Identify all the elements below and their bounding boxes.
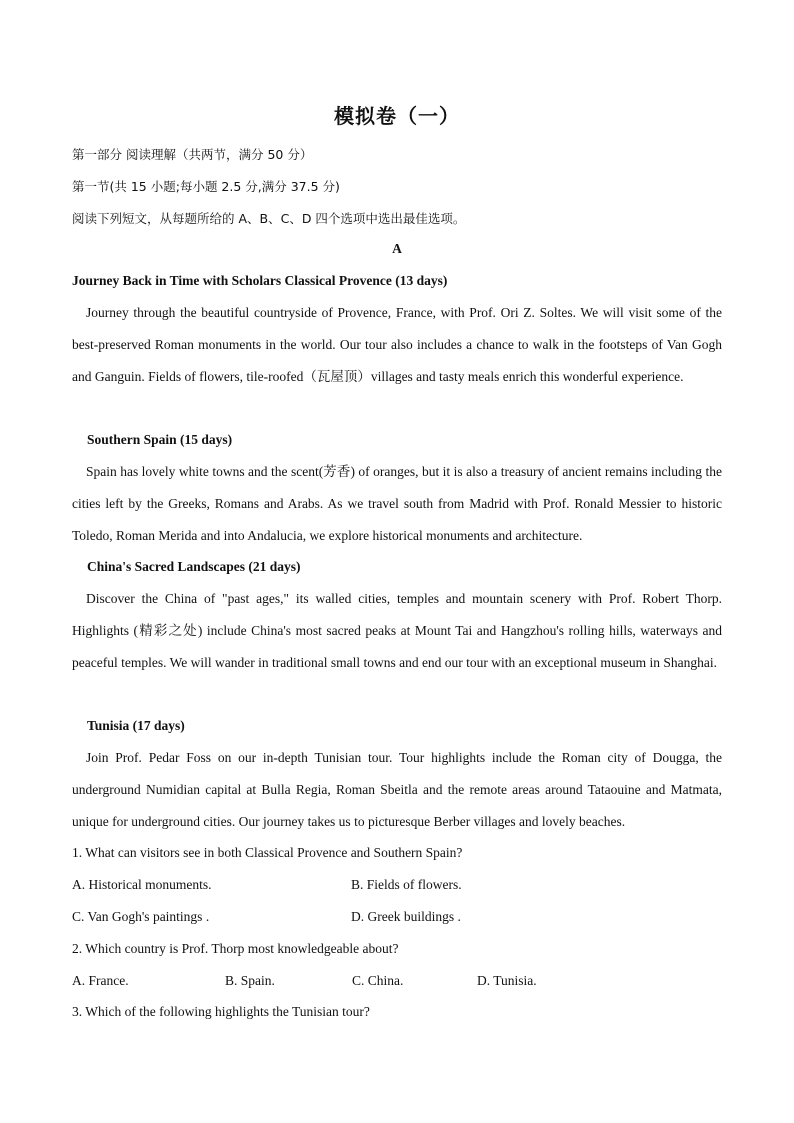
page-title: 模拟卷（一） bbox=[334, 104, 460, 128]
heading-southern-spain: Southern Spain (15 days) bbox=[87, 432, 233, 447]
passage-label: A bbox=[392, 241, 402, 256]
heading-tunisia: Tunisia (17 days) bbox=[87, 718, 185, 733]
question-1-option-b: B. Fields of flowers. bbox=[351, 877, 462, 892]
part-heading: 第一部分 阅读理解（共两节，满分 50 分） bbox=[72, 147, 313, 162]
question-2-stem: 2. Which country is Prof. Thorp most knowledgeable about? bbox=[72, 941, 399, 956]
paragraph-china: Discover the China of "past ages," its walled cities, temples and mountain scenery with Prof. Robert Thorp. Highlights (精彩之处) include China's most sacred peaks at Mount Tai and Hangzhou's rolling hills, waterways and peaceful temples. We will wander in traditional small towns and end our tour with an exceptional museum in Shanghai. bbox=[72, 591, 722, 670]
question-3-stem: 3. Which of the following highlights the Tunisian tour? bbox=[72, 1004, 370, 1019]
question-2-option-c: C. China. bbox=[352, 973, 404, 988]
paragraph-southern-spain: Spain has lovely white towns and the scent(芳香) of oranges, but it is also a treasury of ancient remains including the cities left by the Greeks, Romans and Arabs. As we travel south from Madrid with Prof. Ronald Messier to historic Toledo, Roman Merida and into Andalucia, we explore historical monuments and architecture. bbox=[72, 464, 722, 543]
question-1-option-a: A. Historical monuments. bbox=[72, 877, 212, 892]
paragraph-provence: Journey through the beautiful countryside of Provence, France, with Prof. Ori Z. Soltes. We will visit some of the best-preserved Roman monuments in the world. Our tour also includes a chance to walk in the footsteps of Van Gogh and Ganguin. Fields of flowers, tile-roofed（瓦屋顶）villages and tasty meals enrich this wonderful experience. bbox=[72, 305, 722, 384]
question-2-option-d: D. Tunisia. bbox=[477, 973, 537, 988]
instruction-text: 阅读下列短文，从每题所给的 A、B、C、D 四个选项中选出最佳选项。 bbox=[72, 211, 466, 226]
question-1-option-d: D. Greek buildings . bbox=[351, 909, 461, 924]
question-1-option-c: C. Van Gogh's paintings . bbox=[72, 909, 210, 924]
section-heading: 第一节(共 15 小题;每小题 2.5 分,满分 37.5 分) bbox=[72, 179, 340, 194]
paragraph-tunisia: Join Prof. Pedar Foss on our in-depth Tunisian tour. Tour highlights include the Roman city of Dougga, the underground Numidian capital at Bulla Regia, Roman Sbeitla and the remote areas around Tataouine and Matmata, unique for underground cities. Our journey takes us to picturesque Berber villages and lovely beaches. bbox=[72, 750, 722, 829]
question-1-stem: 1. What can visitors see in both Classical Provence and Southern Spain? bbox=[72, 845, 463, 860]
question-2-option-b: B. Spain. bbox=[225, 973, 275, 988]
question-2-option-a: A. France. bbox=[72, 973, 129, 988]
passage-heading-provence: Journey Back in Time with Scholars Classical Provence (13 days) bbox=[72, 273, 448, 288]
heading-china: China's Sacred Landscapes (21 days) bbox=[87, 559, 301, 574]
